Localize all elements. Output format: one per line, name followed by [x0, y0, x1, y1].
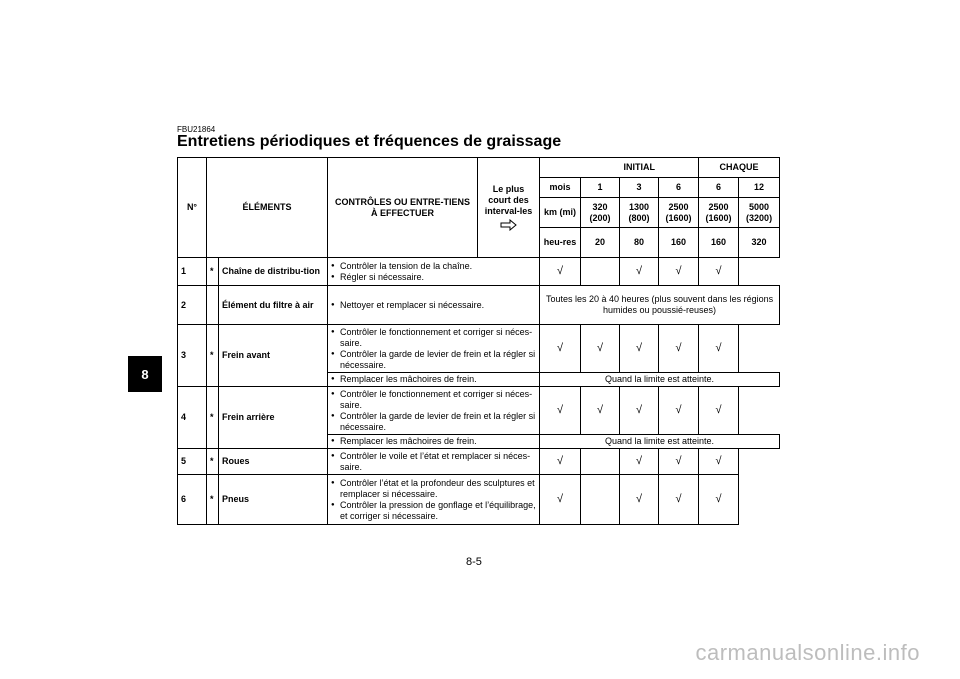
row-number: 4 [178, 387, 207, 449]
header-controls: CONTRÔLES OU ENTRE-TIENS À EFFECTUER [328, 158, 478, 258]
header-shortest-interval [478, 158, 540, 258]
row-actions [328, 449, 540, 475]
heures-value: 160 [659, 228, 699, 258]
action-item: ● Contrôler la garde de levier de frein et la régler si nécessaire. [331, 349, 536, 371]
row-star [207, 286, 219, 325]
row-star: * [207, 325, 219, 387]
watermark: carmanualsonline.info [695, 640, 920, 665]
row-star: * [207, 475, 219, 525]
action-item: ● Contrôler le fonctionnement et corriger si néces-saire. [331, 327, 536, 349]
action-item: ● Nettoyer et remplacer si nécessaire. [331, 300, 536, 311]
empty-cell [581, 475, 620, 525]
row-note: Quand la limite est atteinte. [540, 435, 780, 449]
row-number: 1 [178, 258, 207, 286]
action-item: ● Régler si nécessaire. [331, 272, 536, 283]
maintenance-table [177, 157, 780, 525]
row-actions [328, 475, 540, 525]
table-row [178, 387, 780, 435]
row-note: Quand la limite est atteinte. [540, 373, 780, 387]
row-actions [328, 373, 540, 387]
row-actions [328, 325, 540, 373]
unit-km: km (mi) [540, 198, 581, 228]
row-actions [328, 435, 540, 449]
check-mark: √ [620, 449, 659, 475]
page-title: Entretiens périodiques et fréquences de graissage [177, 133, 562, 150]
action-item: ● Contrôler la garde de levier de frein et la régler si nécessaire. [331, 411, 536, 433]
row-star: * [207, 258, 219, 286]
check-mark: √ [581, 325, 620, 373]
empty-cell [581, 258, 620, 286]
unit-mois: mois [540, 178, 581, 198]
row-number: 2 [178, 286, 207, 325]
check-mark: √ [540, 475, 581, 525]
section-tab: 8 [128, 356, 162, 392]
check-mark: √ [620, 258, 659, 286]
row-element: Frein arrière [219, 387, 328, 449]
km-value: 2500 (1600) [699, 198, 739, 228]
check-mark: √ [581, 387, 620, 435]
mois-value: 6 [659, 178, 699, 198]
arrow-right-icon [500, 219, 518, 231]
action-item: ● Contrôler le fonctionnement et corriger si néces-saire. [331, 389, 536, 411]
check-mark: √ [620, 387, 659, 435]
check-mark: √ [659, 475, 699, 525]
check-mark: √ [540, 387, 581, 435]
check-mark: √ [620, 325, 659, 373]
heures-value: 320 [739, 228, 780, 258]
unit-heures: heu-res [540, 228, 581, 258]
row-number: 5 [178, 449, 207, 475]
row-star: * [207, 449, 219, 475]
table-row [178, 286, 780, 325]
check-mark: √ [699, 258, 739, 286]
header-elements: ÉLÉMENTS [207, 158, 328, 258]
row-number: 3 [178, 325, 207, 387]
action-item: ● Remplacer les mâchoires de frein. [331, 374, 536, 385]
mois-value: 12 [739, 178, 780, 198]
km-value: 2500 (1600) [659, 198, 699, 228]
km-value: 320 (200) [581, 198, 620, 228]
row-element: Pneus [219, 475, 328, 525]
empty-cell [581, 449, 620, 475]
check-mark: √ [659, 387, 699, 435]
header-shortest-label: Le plus court des interval-les [484, 184, 533, 216]
row-element: Roues [219, 449, 328, 475]
row-actions [328, 286, 540, 325]
km-value: 5000 (3200) [739, 198, 780, 228]
row-star: * [207, 387, 219, 449]
header-initial: INITIAL [581, 158, 699, 178]
mois-value: 6 [699, 178, 739, 198]
check-mark: √ [659, 325, 699, 373]
check-mark: √ [620, 475, 659, 525]
table-row [178, 258, 780, 286]
check-mark: √ [659, 258, 699, 286]
heures-value: 160 [699, 228, 739, 258]
action-item: ● Contrôler la tension de la chaîne. [331, 261, 536, 272]
row-element: Frein avant [219, 325, 328, 387]
check-mark: √ [540, 449, 581, 475]
heures-value: 80 [620, 228, 659, 258]
check-mark: √ [699, 325, 739, 373]
header-no: N° [178, 158, 207, 258]
table-row [178, 475, 780, 525]
table-row [178, 449, 780, 475]
row-actions [328, 387, 540, 435]
header-corner [540, 158, 581, 178]
action-item: ● Remplacer les mâchoires de frein. [331, 436, 536, 447]
action-item: ● Contrôler la pression de gonflage et l’équilibrage, et corriger si nécessaire. [331, 500, 536, 522]
km-value: 1300 (800) [620, 198, 659, 228]
check-mark: √ [540, 258, 581, 286]
mois-value: 3 [620, 178, 659, 198]
action-item: ● Contrôler le voile et l’état et remplacer si néces-saire. [331, 451, 536, 473]
check-mark: √ [699, 387, 739, 435]
check-mark: √ [699, 475, 739, 525]
header-chaque: CHAQUE [699, 158, 780, 178]
heures-value: 20 [581, 228, 620, 258]
table-row [178, 325, 780, 373]
row-actions [328, 258, 540, 286]
action-item: ● Contrôler l’état et la profondeur des sculptures et remplacer si nécessaire. [331, 478, 536, 500]
page-number: 8-5 [466, 556, 482, 568]
check-mark: √ [659, 449, 699, 475]
row-number: 6 [178, 475, 207, 525]
mois-value: 1 [581, 178, 620, 198]
document-code: FBU21864 [177, 125, 216, 134]
row-note: Toutes les 20 à 40 heures (plus souvent dans les régions humides ou poussié-reuses) [540, 286, 780, 325]
row-element: Élément du filtre à air [219, 286, 328, 325]
row-element: Chaîne de distribu-tion [219, 258, 328, 286]
check-mark: √ [699, 449, 739, 475]
check-mark: √ [540, 325, 581, 373]
